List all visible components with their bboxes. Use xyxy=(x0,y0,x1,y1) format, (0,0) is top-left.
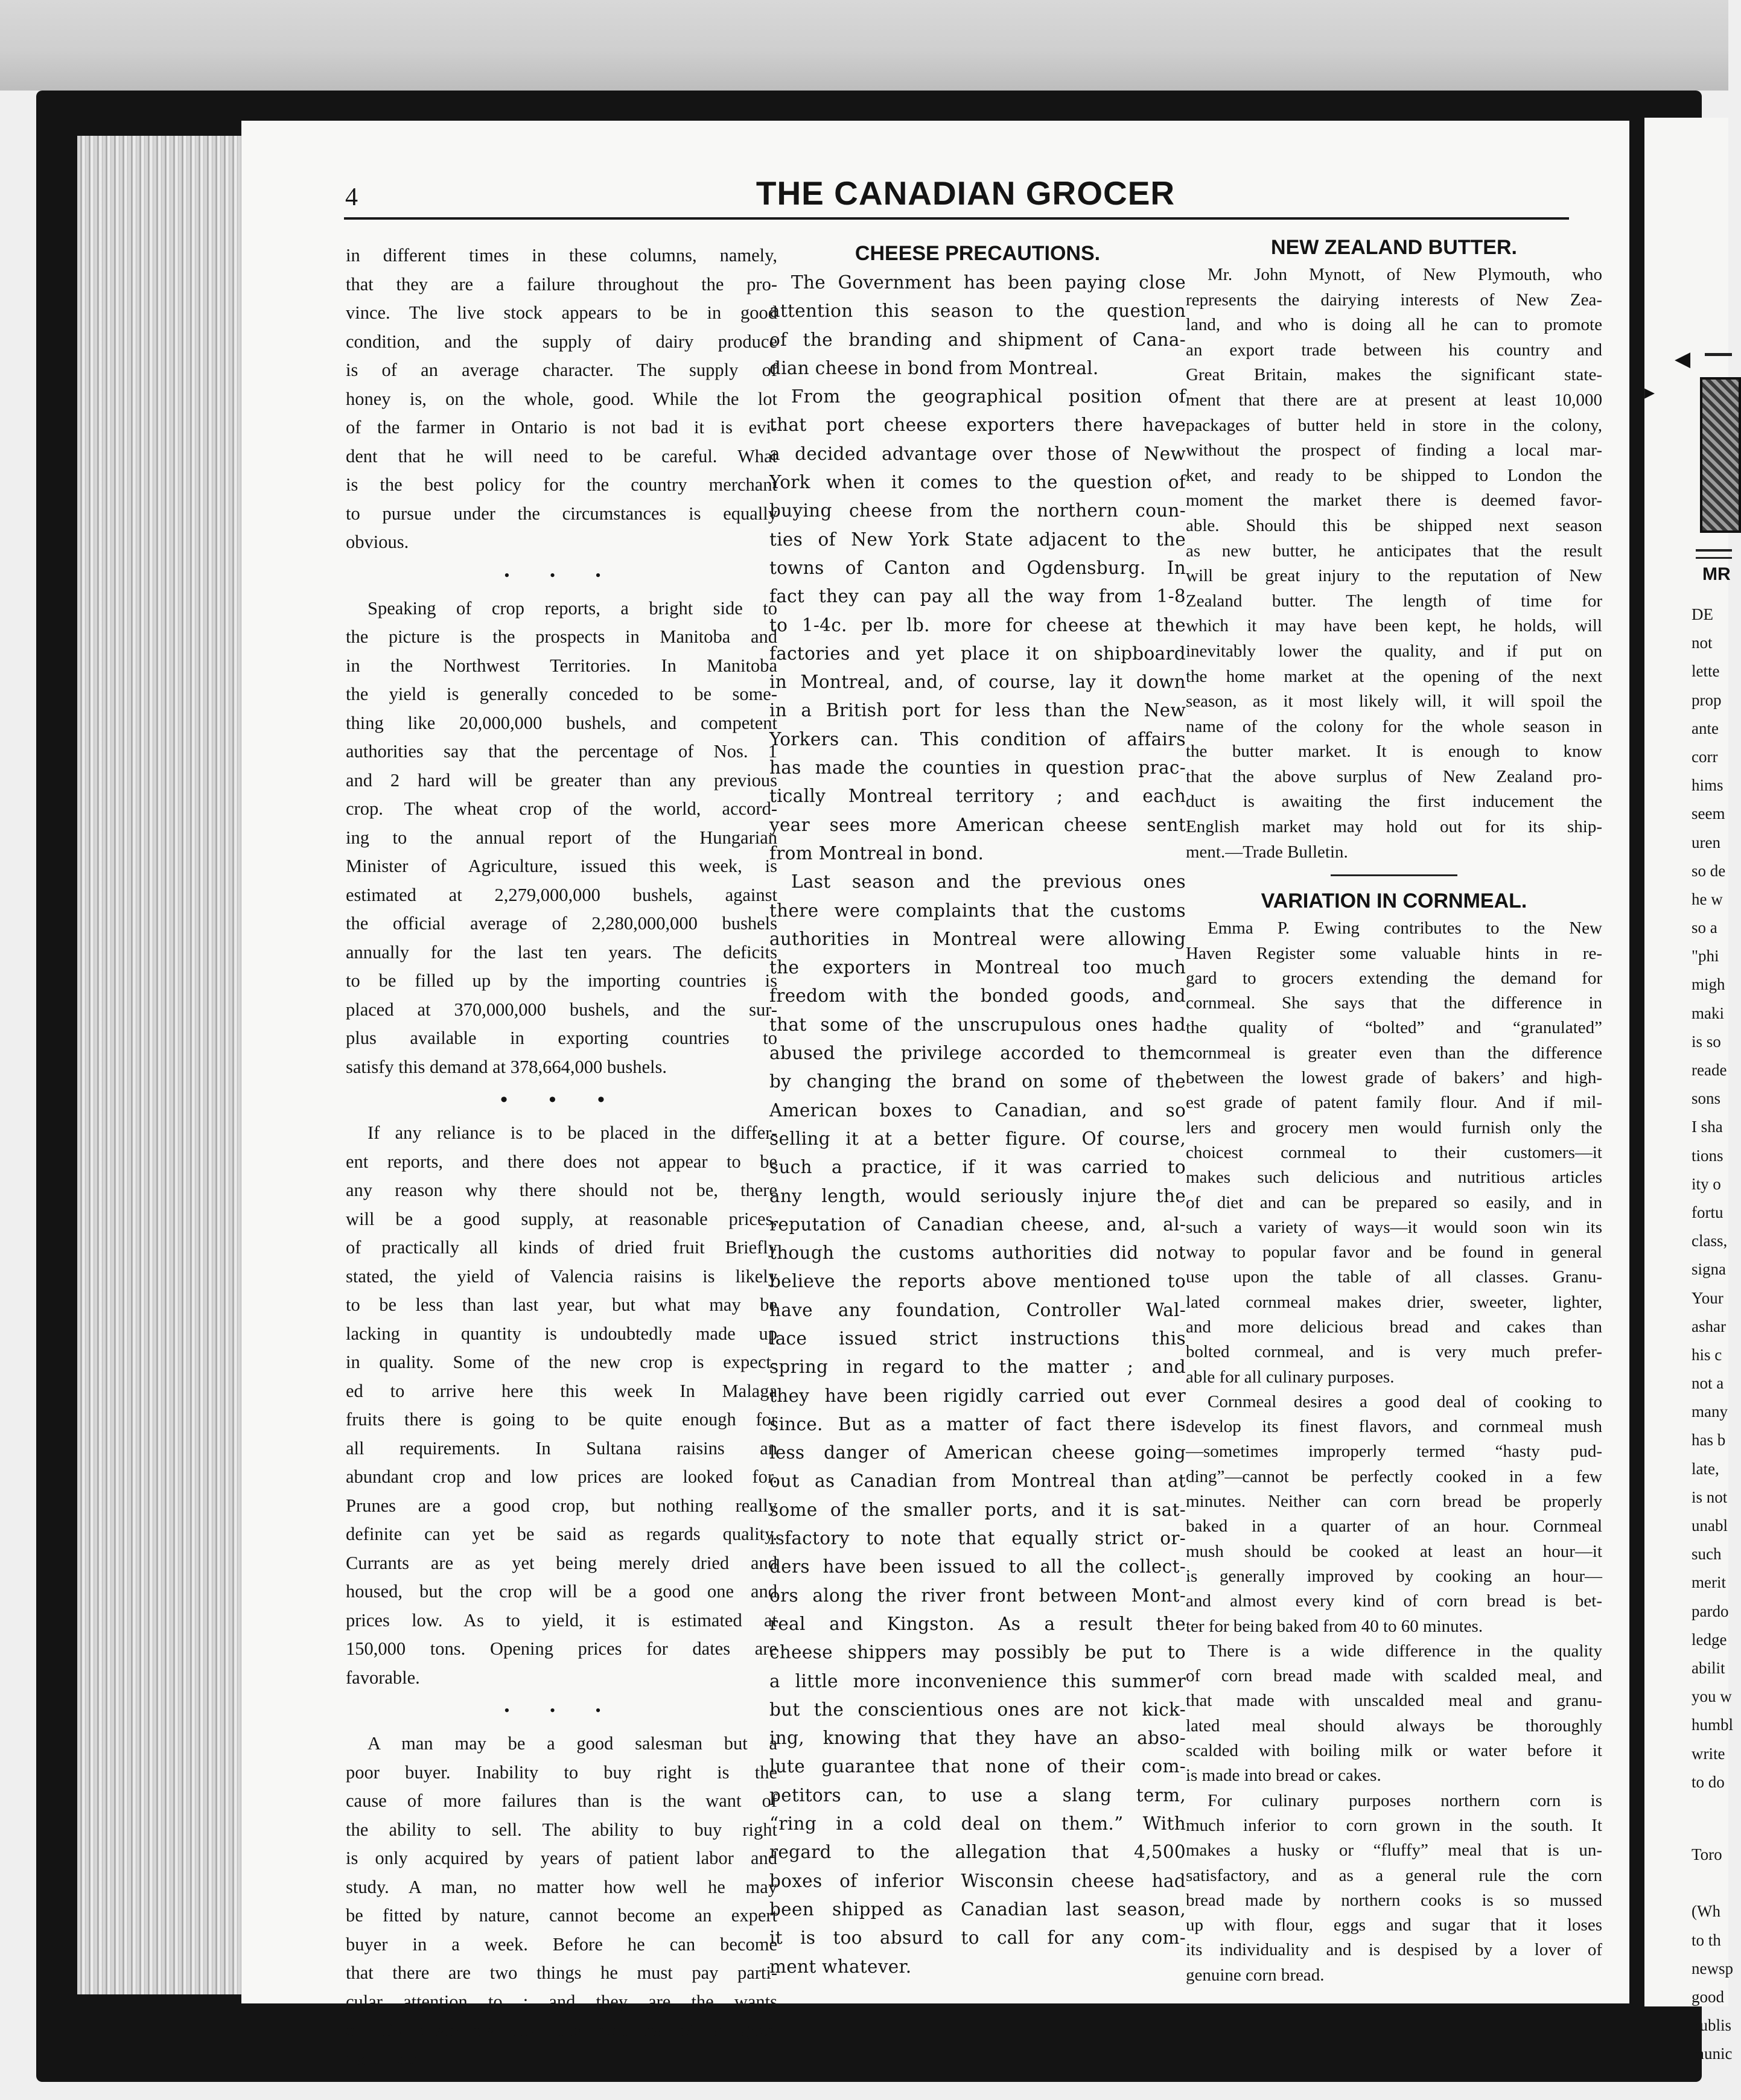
facing-text-lower xyxy=(1692,1841,1734,2069)
facing-line: ledge xyxy=(1692,1630,1727,1649)
facing-line: Your xyxy=(1692,1288,1723,1307)
facing-line: late, xyxy=(1692,1459,1719,1478)
text-line: the home market at the opening of the next xyxy=(1186,666,1602,686)
text-line: annually for the last ten years. The deficits xyxy=(346,941,777,962)
text-line: cheese shippers may possibly be put to xyxy=(769,1642,1186,1663)
text-line: the yield is generally conceded to be some- xyxy=(346,684,777,704)
text-line: vince. The live stock appears to be in good xyxy=(346,302,777,323)
text-line: of the branding and shipment of Cana- xyxy=(769,329,1186,350)
text-line: baked in a quarter of an hour. Cornmeal xyxy=(1186,1516,1602,1536)
text-line: reputation of Canadian cheese, and, al- xyxy=(769,1214,1186,1235)
facing-illustration xyxy=(1700,377,1741,533)
text-line: selling it at a better figure. Of course, xyxy=(769,1128,1186,1149)
facing-line: maki xyxy=(1692,1004,1724,1022)
text-line: ment whatever. xyxy=(769,1956,912,1977)
text-line: that some of the unscrupulous ones had xyxy=(769,1014,1186,1035)
article-divider xyxy=(1331,874,1457,876)
text-line: ing to the annual report of the Hungarian xyxy=(346,827,777,848)
text-line: towns of Canton and Ogdensburg. In xyxy=(769,557,1186,578)
text-line: between the lowest grade of bakers’ and high- xyxy=(1186,1068,1602,1088)
text-line: in different times in these columns, namely, xyxy=(346,245,777,266)
text-line: mush should be cooked at least an hour—it xyxy=(1186,1541,1602,1561)
text-line: isfactory to note that equally strict or- xyxy=(769,1528,1186,1549)
text-line: to 1-4c. per lb. more for cheese at the xyxy=(769,614,1186,635)
text-line: to be less than last year, but what may be xyxy=(346,1294,777,1315)
text-line: some of the smaller ports, and it is sat- xyxy=(769,1499,1186,1520)
text-line: est grade of patent family flour. And if mil- xyxy=(1186,1093,1602,1113)
text-line: is the best policy for the country merchant xyxy=(346,474,777,495)
text-line: ment that there are at present at least 10,000 xyxy=(1186,390,1602,410)
text-line: obvious. xyxy=(346,532,409,552)
text-line: attention this season to the question xyxy=(769,301,1186,322)
text-line: ket, and ready to be shipped to London the xyxy=(1186,465,1602,485)
text-line: of corn bread made with scalded meal, and xyxy=(1186,1666,1602,1686)
text-line: name of the colony for the whole season in xyxy=(1186,716,1602,736)
text-line: out as Canadian from Montreal than at xyxy=(769,1471,1186,1492)
text-line: ing, knowing that they have an abso- xyxy=(769,1728,1186,1749)
text-line: of diet and can be prepared so easily, and in xyxy=(1186,1192,1602,1212)
text-line: spring in regard to the matter ; and xyxy=(769,1357,1186,1378)
text-line: that port cheese exporters there have xyxy=(769,415,1186,436)
facing-line: not a xyxy=(1692,1374,1724,1393)
text-line: tically Montreal territory ; and each xyxy=(769,786,1186,807)
text-line: There is a wide difference in the quality xyxy=(1208,1641,1602,1661)
text-line: cular attention to ; and they are the wants xyxy=(346,1991,777,2012)
text-line: housed, but the crop will be a good one and xyxy=(346,1581,777,1602)
text-line: though the customs authorities did not xyxy=(769,1242,1186,1264)
section-separator: • • • xyxy=(504,1702,619,1719)
facing-line: pardo xyxy=(1692,1602,1729,1620)
text-line: placed at 370,000,000 bushels, and the sur- xyxy=(346,999,777,1020)
text-line: lute guarantee that none of their com- xyxy=(769,1756,1186,1777)
article-body xyxy=(1186,916,1602,1988)
page-edges xyxy=(77,136,241,1994)
text-line: favorable. xyxy=(346,1667,420,1688)
text-line: dian cheese in bond from Montreal. xyxy=(769,357,1099,378)
facing-line: to do xyxy=(1692,1772,1725,1791)
text-line: Emma P. Ewing contributes to the New xyxy=(1208,918,1602,938)
text-line: lers and grocery men would furnish only the xyxy=(1186,1118,1602,1138)
text-line: up with flour, eggs and sugar that it loses xyxy=(1186,1915,1602,1935)
text-line: petitors can, to use a slang term, xyxy=(769,1784,1186,1806)
facing-line: so de xyxy=(1692,861,1726,880)
facing-line: uren xyxy=(1692,833,1720,851)
text-line: way to popular favor and be found in general xyxy=(1186,1242,1602,1262)
text-line: any length, would seriously injure the xyxy=(769,1185,1186,1206)
facing-line: good xyxy=(1692,1987,1724,2006)
text-line: which it may have been kept, he holds, will xyxy=(1186,616,1602,636)
text-line: lacking in quantity is undoubtedly made up xyxy=(346,1323,777,1344)
text-line: moment the market there is deemed favor- xyxy=(1186,491,1602,511)
text-line: the butter market. It is enough to know xyxy=(1186,742,1602,762)
text-line: bread made by northern cooks is so mussed xyxy=(1186,1890,1602,1910)
text-line: is of an average character. The supply of xyxy=(346,360,777,380)
text-line: English market may hold out for its ship- xyxy=(1186,817,1602,837)
text-line: since. But as a matter of fact there is xyxy=(769,1413,1186,1434)
facing-line: seem xyxy=(1692,804,1725,823)
facing-heading: MR xyxy=(1702,564,1731,584)
facing-line: tions xyxy=(1692,1146,1723,1165)
text-line: gard to grocers extending the demand for xyxy=(1186,968,1602,988)
text-line: regard to the allegation that 4,500 xyxy=(769,1842,1186,1863)
text-line: packages of butter held in store in the colony, xyxy=(1186,415,1602,435)
text-line: duct is awaiting the first inducement the xyxy=(1186,792,1602,812)
column-cheese-precautions xyxy=(769,238,1186,1981)
section-separator: • • • xyxy=(500,1089,623,1111)
text-line: have any foundation, Controller Wal- xyxy=(769,1299,1186,1320)
text-line: it is too absurd to call for any com- xyxy=(769,1927,1186,1949)
article-body xyxy=(1186,262,1602,865)
text-line: of practically all kinds of dried fruit Briefly xyxy=(346,1237,777,1258)
facing-line: merit xyxy=(1692,1573,1726,1592)
text-line: will be great injury to the reputation of New xyxy=(1186,566,1602,586)
text-line: Yorkers can. This condition of affairs xyxy=(769,728,1186,749)
facing-rule xyxy=(1696,549,1732,552)
facing-line: you w xyxy=(1692,1687,1732,1706)
text-line: ment.—Trade Bulletin. xyxy=(1186,842,1348,862)
text-line: From the geographical position of xyxy=(791,386,1186,407)
facing-line: so a xyxy=(1692,918,1717,937)
text-line: A man may be a good salesman but a xyxy=(368,1733,777,1754)
text-line: believe the reports above mentioned to xyxy=(769,1271,1186,1292)
text-line: trade paper. xyxy=(346,2048,432,2069)
text-line: use upon the table of all classes. Granu- xyxy=(1186,1267,1602,1287)
text-line: of his customers and the columns of a good xyxy=(346,2020,777,2040)
text-line: poor buyer. Inability to buy right is the xyxy=(346,1761,777,1783)
text-line: been shipped as Canadian last season, xyxy=(769,1898,1186,1920)
text-line: plus available in exporting countries to xyxy=(346,1028,777,1048)
text-line: land, and who is doing all he can to promote xyxy=(1186,315,1602,335)
facing-line: such xyxy=(1692,1545,1722,1564)
facing-line: abilit xyxy=(1692,1658,1725,1677)
text-line: ors along the river front between Mont- xyxy=(769,1585,1186,1606)
facing-line: fortu xyxy=(1692,1203,1723,1221)
text-line: cause of more failures than is the want of xyxy=(346,1790,777,1811)
text-line: For culinary purposes northern corn is xyxy=(1208,1790,1602,1810)
facing-line: not xyxy=(1692,634,1713,652)
facing-line: signa xyxy=(1692,1260,1726,1279)
column-editorial xyxy=(346,241,777,2073)
text-line: Zealand butter. The length of time for xyxy=(1186,591,1602,611)
text-line: ders have been issued to all the collect- xyxy=(769,1556,1186,1577)
text-line: stated, the yield of Valencia raisins is likely xyxy=(346,1265,777,1287)
facing-line: has b xyxy=(1692,1431,1726,1449)
text-line: in a British port for less than the New xyxy=(769,700,1186,721)
facing-line: write xyxy=(1692,1744,1725,1763)
text-line: able for all culinary purposes. xyxy=(1186,1367,1395,1387)
text-line: American boxes to Canadian, and so xyxy=(769,1099,1186,1121)
text-line: boxes of inferior Wisconsin cheese had xyxy=(769,1870,1186,1891)
page-number: 4 xyxy=(345,183,358,211)
text-line: thing like 20,000,000 bushels, and competent xyxy=(346,712,777,733)
text-line: that there are two things he must pay parti- xyxy=(346,1962,777,1983)
section-separator: • • • xyxy=(504,566,619,584)
facing-line: ity o xyxy=(1692,1174,1721,1193)
text-line: makes a husky or “fluffy” meal that is un- xyxy=(1186,1841,1602,1860)
text-line: season, as it most likely will, it will spoil the xyxy=(1186,692,1602,711)
arrow-icon: ▸ xyxy=(1644,381,1655,404)
text-line: abundant crop and low prices are looked for. xyxy=(346,1466,777,1487)
text-line: a little more inconvenience this summer xyxy=(769,1670,1186,1691)
text-line: by changing the brand on some of the xyxy=(769,1071,1186,1092)
text-line: ding”—cannot be perfectly cooked in a few xyxy=(1186,1466,1602,1486)
text-line: the quality of “bolted” and “granulated” xyxy=(1186,1018,1602,1038)
facing-line: his c xyxy=(1692,1345,1722,1364)
text-line: without the prospect of finding a local mar- xyxy=(1186,441,1602,460)
text-line: crop. The wheat crop of the world, accord- xyxy=(346,798,777,819)
text-line: definite can yet be said as regards quality. xyxy=(346,1524,777,1544)
text-line: as new butter, he anticipates that the result xyxy=(1186,541,1602,561)
text-line: ed to arrive here this week In Malaga xyxy=(346,1380,777,1401)
facing-line: ashar xyxy=(1692,1317,1726,1335)
text-line: —sometimes improperly termed “hasty pud- xyxy=(1186,1442,1602,1462)
text-line: Mr. John Mynott, of New Plymouth, who xyxy=(1208,265,1602,284)
facing-line: corr xyxy=(1692,747,1718,766)
text-line: much inferior to corn grown in the south. It xyxy=(1186,1815,1602,1835)
text-line: the ability to sell. The ability to buy right xyxy=(346,1819,777,1840)
text-line: satisfy this demand at 378,664,000 bushels. xyxy=(346,1056,667,1077)
column-butter-cornmeal xyxy=(1186,232,1602,1988)
facing-line: (Wh xyxy=(1692,1902,1720,1921)
article-heading: NEW ZEALAND BUTTER. xyxy=(1271,236,1517,259)
text-line: able. Should this be shipped next season xyxy=(1186,515,1602,535)
text-line: will be a good supply, at reasonable prices, xyxy=(346,1208,777,1229)
text-line: minutes. Neither can corn bread be properly xyxy=(1186,1492,1602,1512)
text-line: Haven Register some valuable hints in re- xyxy=(1186,943,1602,963)
facing-line: humbl xyxy=(1692,1716,1734,1734)
facing-line: DE xyxy=(1692,605,1713,623)
text-line: any reason why there should not be, there xyxy=(346,1180,777,1200)
text-line: its individuality and is despised by a lover of xyxy=(1186,1940,1602,1960)
text-line: such a variety of ways—it would soon win its xyxy=(1186,1217,1602,1237)
facing-line: to th xyxy=(1692,1930,1721,1949)
text-line: is generally improved by cooking an hour— xyxy=(1186,1566,1602,1586)
text-line: Speaking of crop reports, a bright side to xyxy=(368,597,777,619)
facing-rule xyxy=(1705,353,1732,356)
text-line: to pursue under the circumstances is equally xyxy=(346,503,777,524)
text-line: fruits there is going to be quite enough for xyxy=(346,1409,777,1430)
text-line: abused the privilege accorded to them xyxy=(769,1043,1186,1064)
text-line: in Montreal, and, of course, lay it down xyxy=(769,672,1186,693)
facing-line: prop xyxy=(1692,690,1722,709)
text-line: dent that he will need to be careful. What xyxy=(346,445,777,466)
text-line: prices low. As to yield, it is estimated at xyxy=(346,1609,777,1631)
text-line: to be filled up by the importing countries is xyxy=(346,970,777,991)
facing-line: migh xyxy=(1692,975,1725,994)
facing-line: lette xyxy=(1692,662,1720,681)
text-line: satisfactory, and as a general rule the corn xyxy=(1186,1865,1602,1885)
text-line: ent reports, and there does not appear to be xyxy=(346,1151,777,1172)
text-line: be fitted by nature, cannot become an expert xyxy=(346,1905,777,1926)
text-line: represents the dairying interests of New Zea- xyxy=(1186,290,1602,310)
text-line: the picture is the prospects in Manitoba and xyxy=(346,626,777,647)
text-line: has made the counties in question prac- xyxy=(769,757,1186,778)
text-line: is made into bread or cakes. xyxy=(1186,1766,1381,1786)
text-line: Last season and the previous ones xyxy=(791,871,1186,892)
text-line: study. A man, no matter how well he may xyxy=(346,1876,777,1897)
text-line: they have been rigidly carried out ever xyxy=(769,1385,1186,1406)
text-line: Prunes are a good crop, but nothing really xyxy=(346,1495,777,1516)
arrow-left-icon: ◀ xyxy=(1675,348,1691,371)
text-line: cornmeal is greater even than the difference xyxy=(1186,1043,1602,1063)
text-line: The Government has been paying close xyxy=(791,272,1186,293)
text-line: genuine corn bread. xyxy=(1186,1965,1325,1985)
text-line: Great Britain, makes the significant state- xyxy=(1186,365,1602,385)
text-line: inevitably lower the quality, and if put on xyxy=(1186,641,1602,661)
text-line: and 2 hard will be greater than any previous xyxy=(346,769,777,791)
text-line: ties of New York State adjacent to the xyxy=(769,529,1186,550)
facing-line: newsp xyxy=(1692,1959,1733,1978)
facing-line: munic xyxy=(1692,2044,1733,2063)
text-line: and more delicious bread and cakes than xyxy=(1186,1317,1602,1337)
text-line: from Montreal in bond. xyxy=(769,842,984,864)
text-line: ter for being baked from 40 to 60 minutes. xyxy=(1186,1616,1483,1636)
text-line: makes such delicious and nutritious articles xyxy=(1186,1168,1602,1188)
article-heading: CHEESE PRECAUTIONS. xyxy=(855,242,1101,265)
header-rule xyxy=(344,217,1569,220)
text-line: “ring in a cold deal on them.” With xyxy=(769,1813,1186,1834)
text-line: of the farmer in Ontario is not bad it is evi- xyxy=(346,417,777,438)
text-line: lated cornmeal makes drier, sweeter, lighter, xyxy=(1186,1292,1602,1312)
text-line: in quality. Some of the new crop is expect- xyxy=(346,1352,777,1372)
text-line: choicest cornmeal to their customers—it xyxy=(1186,1142,1602,1162)
text-line: lated meal should always be thoroughly xyxy=(1186,1716,1602,1736)
facing-line: many xyxy=(1692,1402,1728,1421)
text-line: is only acquired by years of patient labor and xyxy=(346,1848,777,1868)
scan-background xyxy=(0,0,1728,91)
masthead: THE CANADIAN GROCER xyxy=(756,174,1176,212)
article-body xyxy=(769,269,1186,1981)
text-line: year sees more American cheese sent xyxy=(769,814,1186,835)
text-line: all requirements. In Sultana raisins an xyxy=(346,1437,777,1459)
text-line: the official average of 2,280,000,000 bushels xyxy=(346,913,777,934)
text-line: factories and yet place it on shipboard xyxy=(769,643,1186,664)
facing-rule xyxy=(1696,557,1732,559)
facing-line: he w xyxy=(1692,889,1723,908)
text-line: scalded with boiling milk or water before it xyxy=(1186,1741,1602,1761)
facing-line: I sha xyxy=(1692,1118,1723,1136)
facing-line: publis xyxy=(1692,2016,1732,2035)
facing-line: reade xyxy=(1692,1061,1727,1079)
text-line: that they are a failure throughout the pro- xyxy=(346,273,777,294)
facing-line: is not xyxy=(1692,1488,1728,1506)
text-line: bolted cornmeal, and is very much prefer- xyxy=(1186,1342,1602,1362)
text-line: but the conscientious ones are not kick- xyxy=(769,1699,1186,1720)
facing-line: sons xyxy=(1692,1089,1721,1108)
facing-line: class, xyxy=(1692,1232,1728,1250)
text-line: buyer in a week. Before he can become xyxy=(346,1933,777,1955)
facing-line: is so xyxy=(1692,1032,1721,1051)
text-line: develop its finest flavors, and cornmeal mush xyxy=(1186,1417,1602,1437)
text-line: authorities in Montreal were allowing xyxy=(769,928,1186,949)
article-heading: VARIATION IN CORNMEAL. xyxy=(1261,889,1527,913)
facing-line: ante xyxy=(1692,719,1719,737)
facing-line: hims xyxy=(1692,776,1723,795)
text-line: fact they can pay all the way from 1-8 xyxy=(769,586,1186,607)
text-line: honey is, on the whole, good. While the lot xyxy=(346,388,777,409)
text-line: Currants are as yet being merely dried and xyxy=(346,1552,777,1573)
text-line: less danger of American cheese going xyxy=(769,1442,1186,1463)
text-line: estimated at 2,279,000,000 bushels, against xyxy=(346,884,777,905)
text-line: real and Kingston. As a result the xyxy=(769,1613,1186,1634)
text-line: that the above surplus of New Zealand pro- xyxy=(1186,766,1602,786)
text-line: the exporters in Montreal too much xyxy=(769,957,1186,978)
text-line: an export trade between his country and xyxy=(1186,340,1602,360)
text-line: a decided advantage over those of New xyxy=(769,443,1186,464)
text-line: If any reliance is to be placed in the differ- xyxy=(368,1122,777,1143)
text-line: 150,000 tons. Opening prices for dates are xyxy=(346,1638,777,1659)
facing-line xyxy=(1692,1869,1734,1897)
text-line: that made with unscalded meal and granu- xyxy=(1186,1691,1602,1711)
text-line: lace issued strict instructions this xyxy=(769,1328,1186,1349)
text-line: cornmeal. She says that the difference in xyxy=(1186,993,1602,1013)
facing-line: "phi xyxy=(1692,947,1719,966)
text-line: in the Northwest Territories. In Manitoba xyxy=(346,655,777,676)
text-line: authorities say that the percentage of Nos. 1 xyxy=(346,741,777,762)
text-line: Cornmeal desires a good deal of cooking to xyxy=(1208,1392,1602,1411)
text-line: such a practice, if it was carried to xyxy=(769,1157,1186,1178)
facing-text xyxy=(1692,600,1734,1796)
text-line: condition, and the supply of dairy produce xyxy=(346,331,777,352)
text-line: there were complaints that the customs xyxy=(769,900,1186,921)
text-line: freedom with the bonded goods, and xyxy=(769,985,1186,1007)
text-line: Minister of Agriculture, issued this week, is xyxy=(346,856,777,876)
facing-page xyxy=(1644,118,1734,2063)
text-line: and almost every kind of corn bread is bet- xyxy=(1186,1591,1602,1611)
text-line: York when it comes to the question of xyxy=(769,472,1186,493)
facing-line: unabl xyxy=(1692,1516,1728,1535)
facing-line: Toro xyxy=(1692,1845,1722,1863)
text-line: buying cheese from the northern coun- xyxy=(769,500,1186,521)
